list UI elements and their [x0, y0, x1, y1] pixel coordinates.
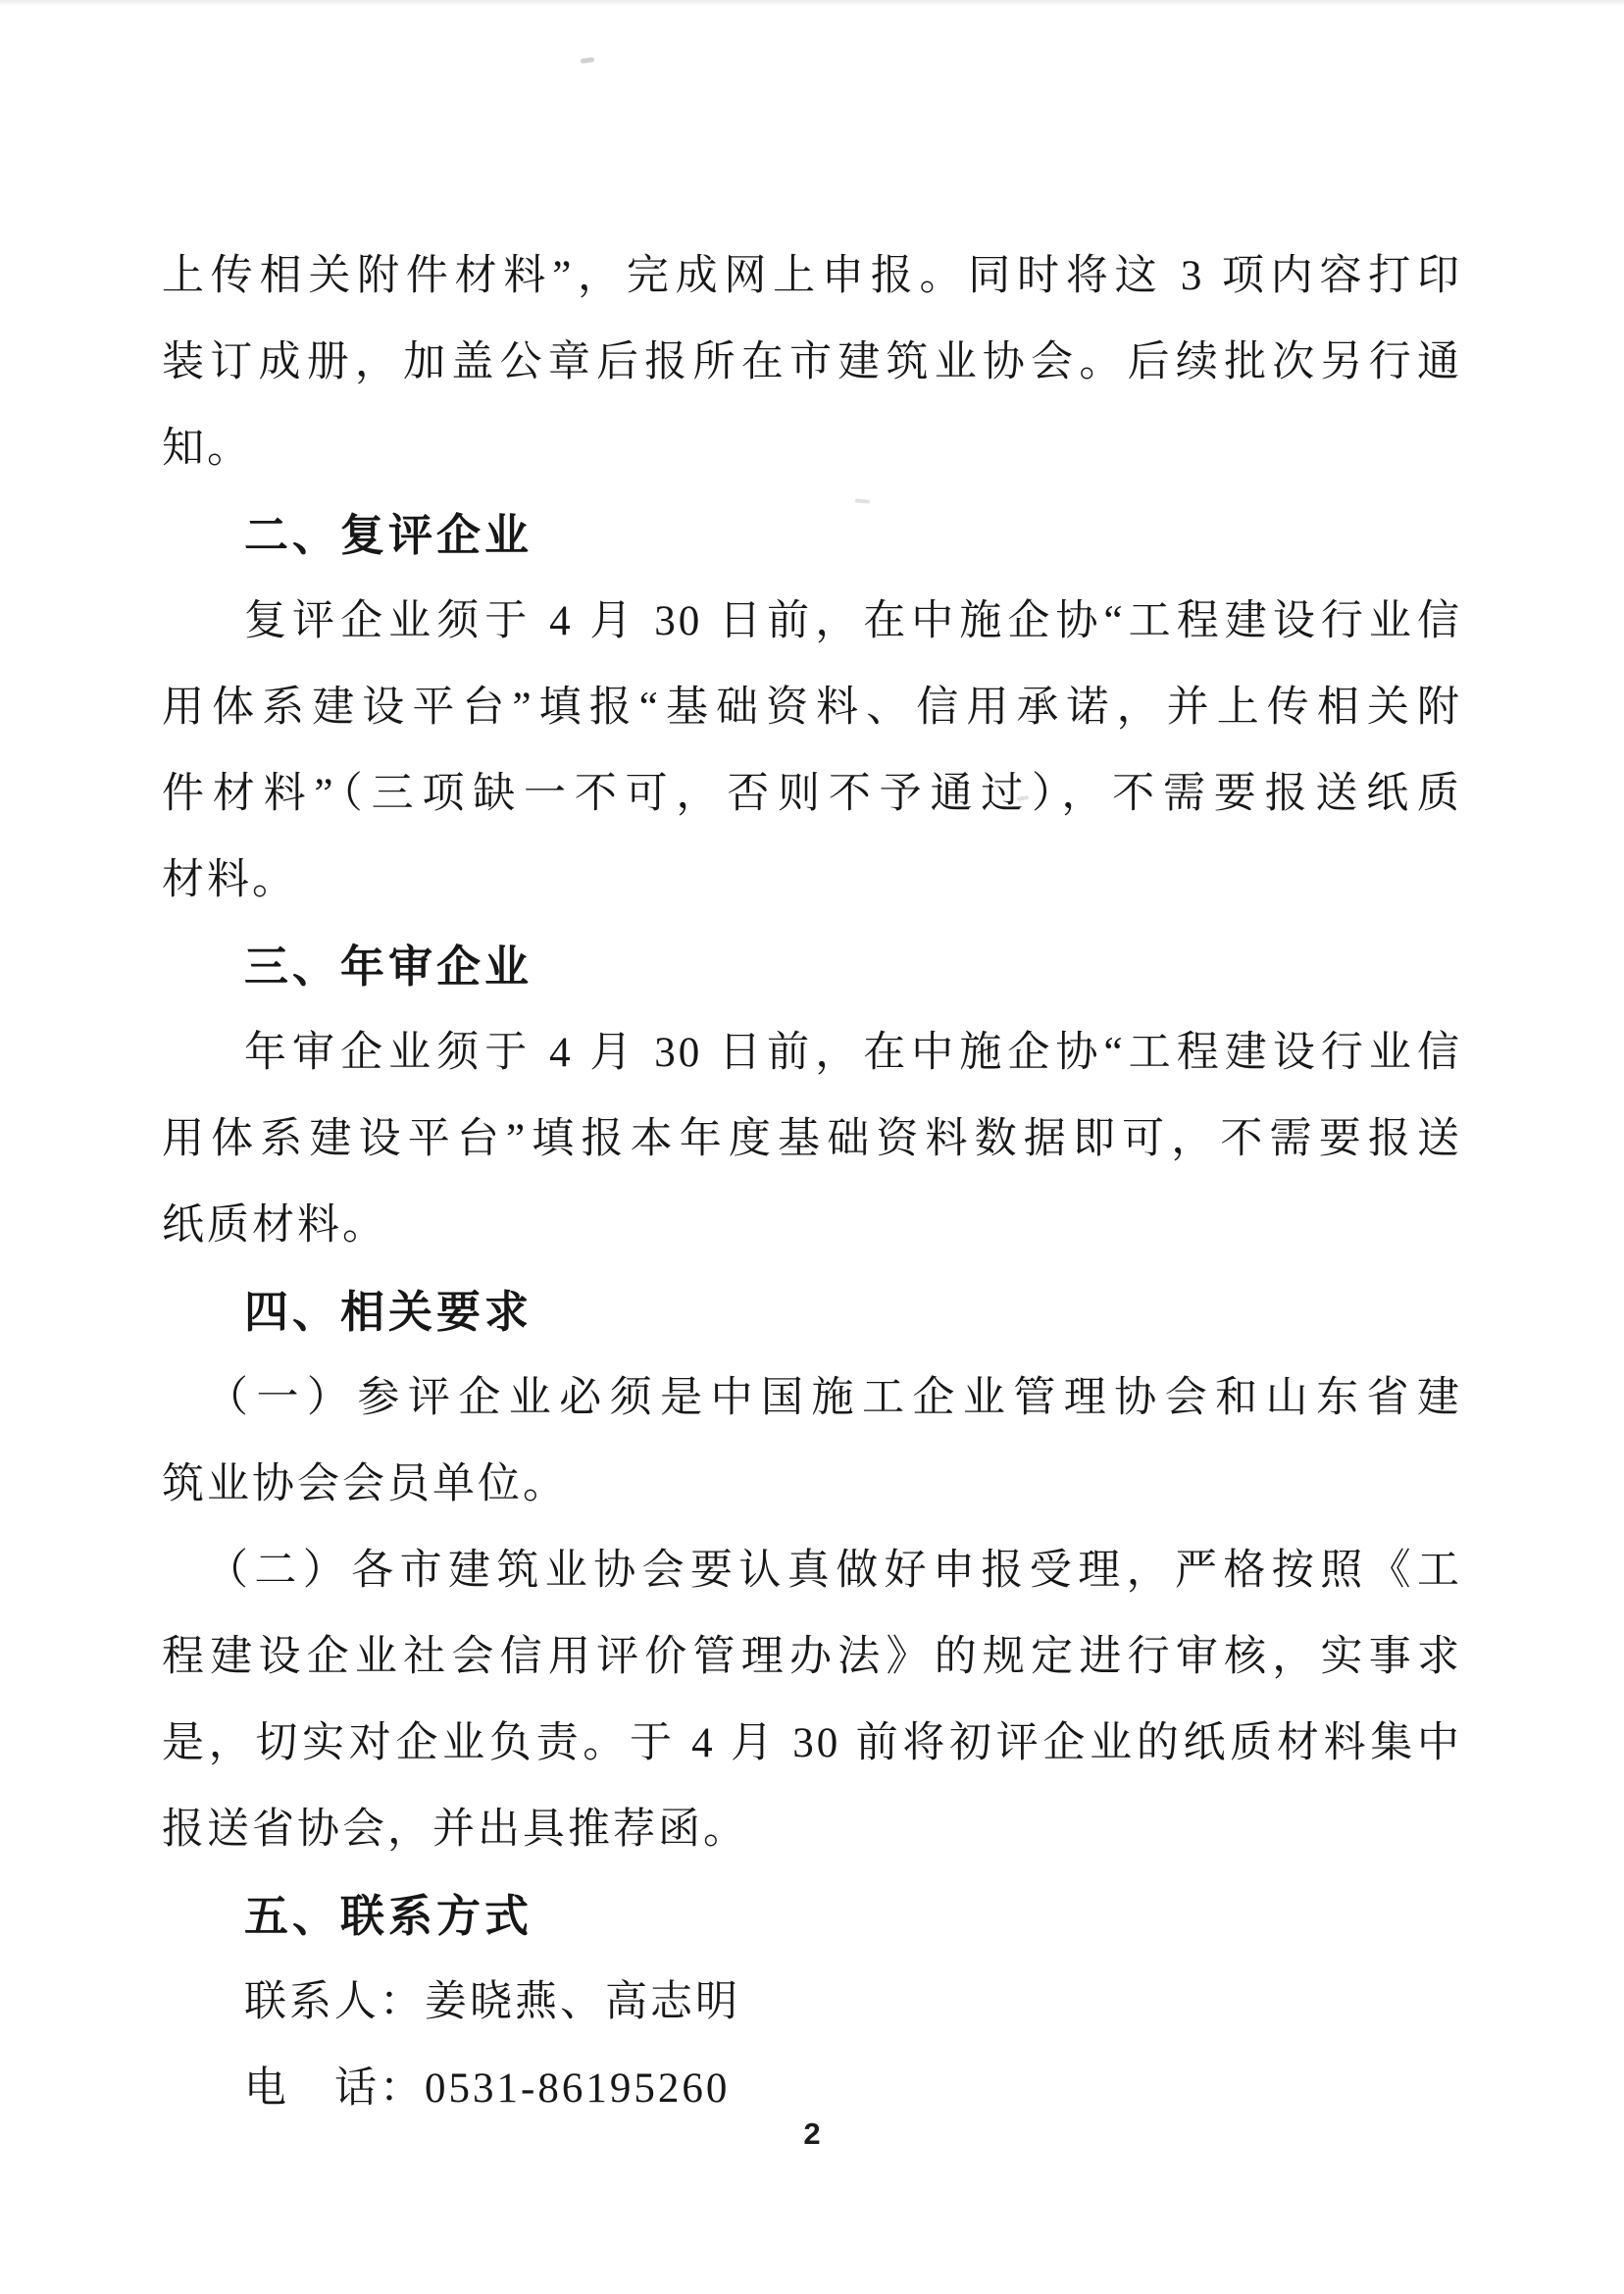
text-line: 用体系建设平台”填报“基础资料、信用承诺，并上传相关附: [162, 685, 1462, 731]
text-line: 用体系建设平台”填报本年度基础资料数据即可，不需要报送: [162, 1116, 1462, 1162]
text-line: 是，切实对企业负责。于 4 月 30 前将初评企业的纸质材料集中: [162, 1720, 1462, 1766]
text-line: 程建设企业社会信用评价管理办法》的规定进行审核，实事求: [162, 1634, 1462, 1680]
text-line: 材料。: [162, 857, 297, 903]
text-line: （一）参评企业必须是中国施工企业管理协会和山东省建: [206, 1375, 1462, 1421]
text-line: 报送省协会，并出具推荐函。: [162, 1807, 748, 1853]
scan-artifact: [581, 57, 595, 64]
text-line: （二）各市建筑业协会要认真做好申报受理，严格按照《工: [206, 1548, 1462, 1594]
contact-person-line: 联系人：姜晓燕、高志明: [244, 1979, 740, 2025]
section-heading-4: 四、相关要求: [244, 1287, 533, 1337]
text-line: 复评企业须于 4 月 30 日前，在中施企协“工程建设行业信: [244, 598, 1462, 644]
text-line: 知。: [162, 426, 252, 472]
text-line: 纸质材料。: [162, 1202, 387, 1249]
section-heading-5: 五、联系方式: [244, 1891, 533, 1941]
document-body: [162, 233, 1462, 2132]
text-line: 件材料”（三项缺一不可，否则不予通过），不需要报送纸质: [162, 771, 1462, 817]
contact-phone-line: 电 话：0531-86195260: [244, 2065, 731, 2112]
text-line: 上传相关附件材料”，完成网上申报。同时将这 3 项内容打印: [162, 253, 1462, 299]
section-heading-3: 三、年审企业: [244, 942, 533, 992]
page-number: 2: [803, 2116, 821, 2151]
section-heading-2: 二、复评企业: [244, 510, 533, 560]
text-line: 年审企业须于 4 月 30 日前，在中施企协“工程建设行业信: [244, 1030, 1462, 1076]
text-line: 装订成册，加盖公章后报所在市建筑业协会。后续批次另行通: [162, 339, 1462, 385]
text-line: 筑业协会会员单位。: [162, 1461, 568, 1507]
